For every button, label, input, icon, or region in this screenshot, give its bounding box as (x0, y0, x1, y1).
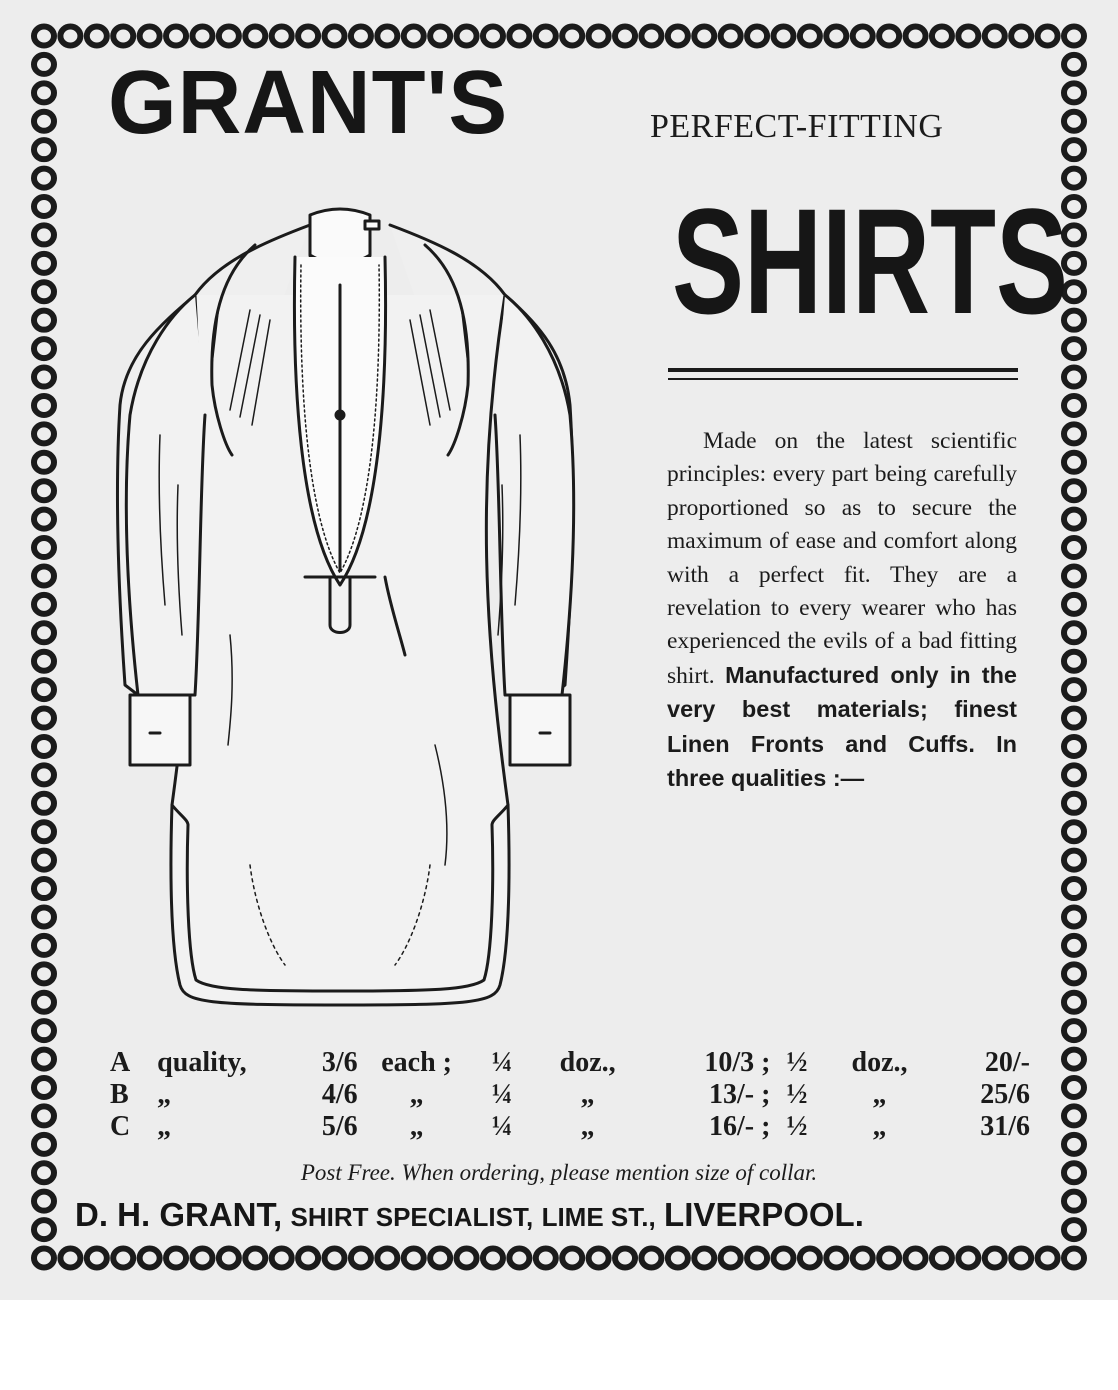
border-ring (853, 27, 873, 46)
border-ring (34, 197, 54, 216)
border-ring (589, 1249, 609, 1268)
price-cell-q2-unit: „ (872, 1079, 887, 1110)
border-ring (853, 1249, 873, 1268)
border-ring (1064, 765, 1084, 784)
border-ring (1064, 27, 1084, 46)
border-ring (351, 1249, 371, 1268)
border-ring (1064, 709, 1084, 728)
price-cell-grade: C (110, 1111, 131, 1142)
border-ring (826, 1249, 846, 1268)
border-ring (272, 27, 292, 46)
price-cell-q2-price: 25/6 (980, 1079, 1030, 1110)
border-ring (1064, 794, 1084, 813)
border-ring (826, 27, 846, 46)
border-ring (641, 27, 661, 46)
border-ring (1064, 55, 1084, 74)
border-ring (34, 339, 54, 358)
border-ring (34, 1078, 54, 1097)
border-ring (1038, 1249, 1058, 1268)
border-ring (272, 1249, 292, 1268)
border-ring (1064, 1050, 1084, 1069)
price-cell-q1-price: 10/3 ; (704, 1047, 771, 1078)
border-ring (34, 112, 54, 131)
border-ring (34, 566, 54, 585)
border-ring (34, 453, 54, 472)
price-cell-q2: ½ (786, 1111, 808, 1142)
border-ring (1064, 566, 1084, 585)
border-ring (1064, 396, 1084, 415)
border-ring (1038, 27, 1058, 46)
border-ring (747, 1249, 767, 1268)
border-ring (958, 27, 978, 46)
price-cell-q1-unit: „ (580, 1111, 595, 1142)
price-cell-q2: ½ (786, 1047, 808, 1078)
border-ring (166, 27, 186, 46)
border-ring (694, 27, 714, 46)
border-ring (668, 27, 688, 46)
heading-rule-thin (668, 378, 1018, 380)
border-ring (483, 27, 503, 46)
border-ring (1064, 1192, 1084, 1211)
border-ring (985, 27, 1005, 46)
border-ring (34, 1050, 54, 1069)
border-ring (1064, 1078, 1084, 1097)
price-row (110, 1079, 1030, 1111)
border-ring (140, 27, 160, 46)
border-ring (245, 1249, 265, 1268)
border-ring (34, 737, 54, 756)
price-cell-each: 5/6 (321, 1111, 358, 1142)
border-ring (34, 822, 54, 841)
border-ring (113, 27, 133, 46)
border-ring (34, 680, 54, 699)
price-row (110, 1047, 1030, 1079)
price-cell-each-unit: „ (409, 1111, 424, 1142)
border-ring (34, 396, 54, 415)
border-ring (325, 1249, 345, 1268)
border-ring (1064, 1220, 1084, 1239)
border-ring (34, 1220, 54, 1239)
border-ring (1011, 27, 1031, 46)
border-ring (747, 27, 767, 46)
border-ring (906, 27, 926, 46)
border-ring (34, 225, 54, 244)
shirt-illustration (100, 185, 580, 1045)
border-ring (1064, 993, 1084, 1012)
border-ring (1064, 83, 1084, 102)
price-cell-q1-price: 13/- ; (709, 1079, 771, 1110)
border-ring (219, 1249, 239, 1268)
border-ring (219, 27, 239, 46)
border-ring (1064, 1249, 1084, 1268)
border-ring (1064, 623, 1084, 642)
footer-city: LIVERPOOL. (664, 1196, 864, 1233)
border-ring (562, 27, 582, 46)
border-ring (430, 1249, 450, 1268)
border-ring (351, 27, 371, 46)
border-ring (34, 27, 54, 46)
footer-role: SHIRT SPECIALIST, (290, 1202, 534, 1232)
body-copy-emphasis: Manufactured only in the very best materials; finest Linen Fronts and Cuffs. In three qualities :— (667, 661, 1017, 792)
border-ring (562, 1249, 582, 1268)
border-ring (536, 27, 556, 46)
price-cell-grade: A (110, 1047, 131, 1078)
price-cell-q1-unit: „ (580, 1079, 595, 1110)
price-cell-q2-price: 31/6 (980, 1111, 1030, 1142)
heading-rule-thick (668, 368, 1018, 372)
border-ring (1064, 481, 1084, 500)
border-ring (166, 1249, 186, 1268)
border-ring (668, 1249, 688, 1268)
border-ring (721, 27, 741, 46)
border-ring (325, 27, 345, 46)
border-ring (1064, 595, 1084, 614)
border-ring (800, 27, 820, 46)
border-ring (192, 1249, 212, 1268)
border-ring (60, 1249, 80, 1268)
border-ring (34, 254, 54, 273)
border-ring (1064, 851, 1084, 870)
border-ring (932, 27, 952, 46)
price-cell-q1: ¼ (491, 1047, 513, 1078)
border-ring (377, 1249, 397, 1268)
border-ring (985, 1249, 1005, 1268)
border-ring (34, 709, 54, 728)
border-ring (34, 83, 54, 102)
price-cell-label: quality, (157, 1047, 247, 1078)
border-ring (1064, 879, 1084, 898)
price-list (110, 1047, 1030, 1143)
border-ring (34, 311, 54, 330)
border-ring (1064, 424, 1084, 443)
border-ring (404, 1249, 424, 1268)
border-ring (1064, 1021, 1084, 1040)
border-ring (1064, 652, 1084, 671)
price-cell-label: „ (157, 1111, 172, 1142)
footer-street: LIME ST., (541, 1202, 656, 1232)
border-ring (773, 27, 793, 46)
border-ring (1064, 964, 1084, 983)
border-ring (641, 1249, 661, 1268)
border-ring (1064, 112, 1084, 131)
border-ring (192, 27, 212, 46)
border-ring (34, 964, 54, 983)
border-ring (1064, 1106, 1084, 1125)
footer-name: D. H. GRANT, (75, 1196, 283, 1233)
price-cell-each-unit: „ (409, 1079, 424, 1110)
border-ring (615, 1249, 635, 1268)
border-ring (430, 27, 450, 46)
border-ring (1064, 368, 1084, 387)
price-cell-grade: B (110, 1079, 129, 1110)
border-ring (1064, 140, 1084, 159)
price-cell-each-unit: each ; (381, 1047, 453, 1078)
border-ring (34, 623, 54, 642)
border-ring (34, 936, 54, 955)
border-ring (457, 27, 477, 46)
border-ring (509, 27, 529, 46)
border-ring (34, 1021, 54, 1040)
border-ring (1064, 538, 1084, 557)
border-ring (34, 1249, 54, 1268)
border-ring (457, 1249, 477, 1268)
price-cell-label: „ (157, 1079, 172, 1110)
border-ring (694, 1249, 714, 1268)
price-row (110, 1111, 1030, 1143)
border-ring (87, 1249, 107, 1268)
price-cell-q2: ½ (786, 1079, 808, 1110)
border-ring (879, 1249, 899, 1268)
border-ring (509, 1249, 529, 1268)
price-cell-q1-price: 16/- ; (709, 1111, 771, 1142)
price-cell-q2-unit: „ (872, 1111, 887, 1142)
footer-address (75, 1196, 1055, 1234)
border-ring (34, 538, 54, 557)
border-ring (1064, 510, 1084, 529)
border-ring (34, 993, 54, 1012)
price-cell-q1: ¼ (491, 1079, 513, 1110)
border-ring (34, 879, 54, 898)
border-ring (34, 595, 54, 614)
border-ring (34, 55, 54, 74)
price-cell-q1-unit: doz., (559, 1047, 616, 1078)
border-ring (932, 1249, 952, 1268)
border-ring (140, 1249, 160, 1268)
border-ring (34, 652, 54, 671)
border-ring (879, 27, 899, 46)
border-ring (721, 1249, 741, 1268)
border-ring (34, 140, 54, 159)
border-ring (958, 1249, 978, 1268)
price-cell-q1: ¼ (491, 1111, 513, 1142)
body-copy-intro: Made on the latest scientific principles: every part being carefully proportioned so as to secure the maximum of ease and comfort along with a perfect fit. They are a revelation to every wearer who has experienced the evils of a bad fitting shirt. (667, 428, 1017, 689)
border-ring (34, 1106, 54, 1125)
border-ring (800, 1249, 820, 1268)
border-ring (60, 27, 80, 46)
border-ring (1064, 680, 1084, 699)
border-ring (1064, 822, 1084, 841)
border-ring (615, 27, 635, 46)
border-ring (298, 1249, 318, 1268)
border-ring (298, 27, 318, 46)
border-ring (34, 1192, 54, 1211)
border-ring (87, 27, 107, 46)
border-ring (536, 1249, 556, 1268)
border-ring (1064, 1135, 1084, 1154)
border-ring (34, 169, 54, 188)
tagline: PERFECT-FITTING (650, 108, 944, 145)
border-ring (34, 851, 54, 870)
border-ring (1064, 737, 1084, 756)
border-ring (113, 1249, 133, 1268)
border-ring (1064, 907, 1084, 926)
border-ring (34, 794, 54, 813)
border-ring (245, 27, 265, 46)
border-ring (483, 1249, 503, 1268)
border-ring (34, 424, 54, 443)
price-cell-q2-price: 20/- (984, 1047, 1030, 1078)
border-ring (1064, 936, 1084, 955)
border-ring (404, 27, 424, 46)
border-ring (377, 27, 397, 46)
price-cell-each: 4/6 (321, 1079, 358, 1110)
border-ring (34, 481, 54, 500)
border-ring (589, 27, 609, 46)
border-ring (34, 368, 54, 387)
border-ring (34, 1135, 54, 1154)
ordering-note: Post Free. When ordering, please mention size of collar. (300, 1160, 818, 1185)
body-copy (667, 425, 1017, 796)
border-ring (34, 907, 54, 926)
brand-heading: GRANT'S (108, 53, 509, 153)
border-ring (773, 1249, 793, 1268)
border-ring (34, 282, 54, 301)
border-ring (906, 1249, 926, 1268)
border-ring (34, 765, 54, 784)
border-ring (34, 510, 54, 529)
price-cell-q2-unit: doz., (851, 1047, 908, 1078)
price-cell-each: 3/6 (321, 1047, 358, 1078)
border-ring (1011, 1249, 1031, 1268)
border-ring (1064, 453, 1084, 472)
product-heading: SHIRTS (672, 177, 1069, 345)
